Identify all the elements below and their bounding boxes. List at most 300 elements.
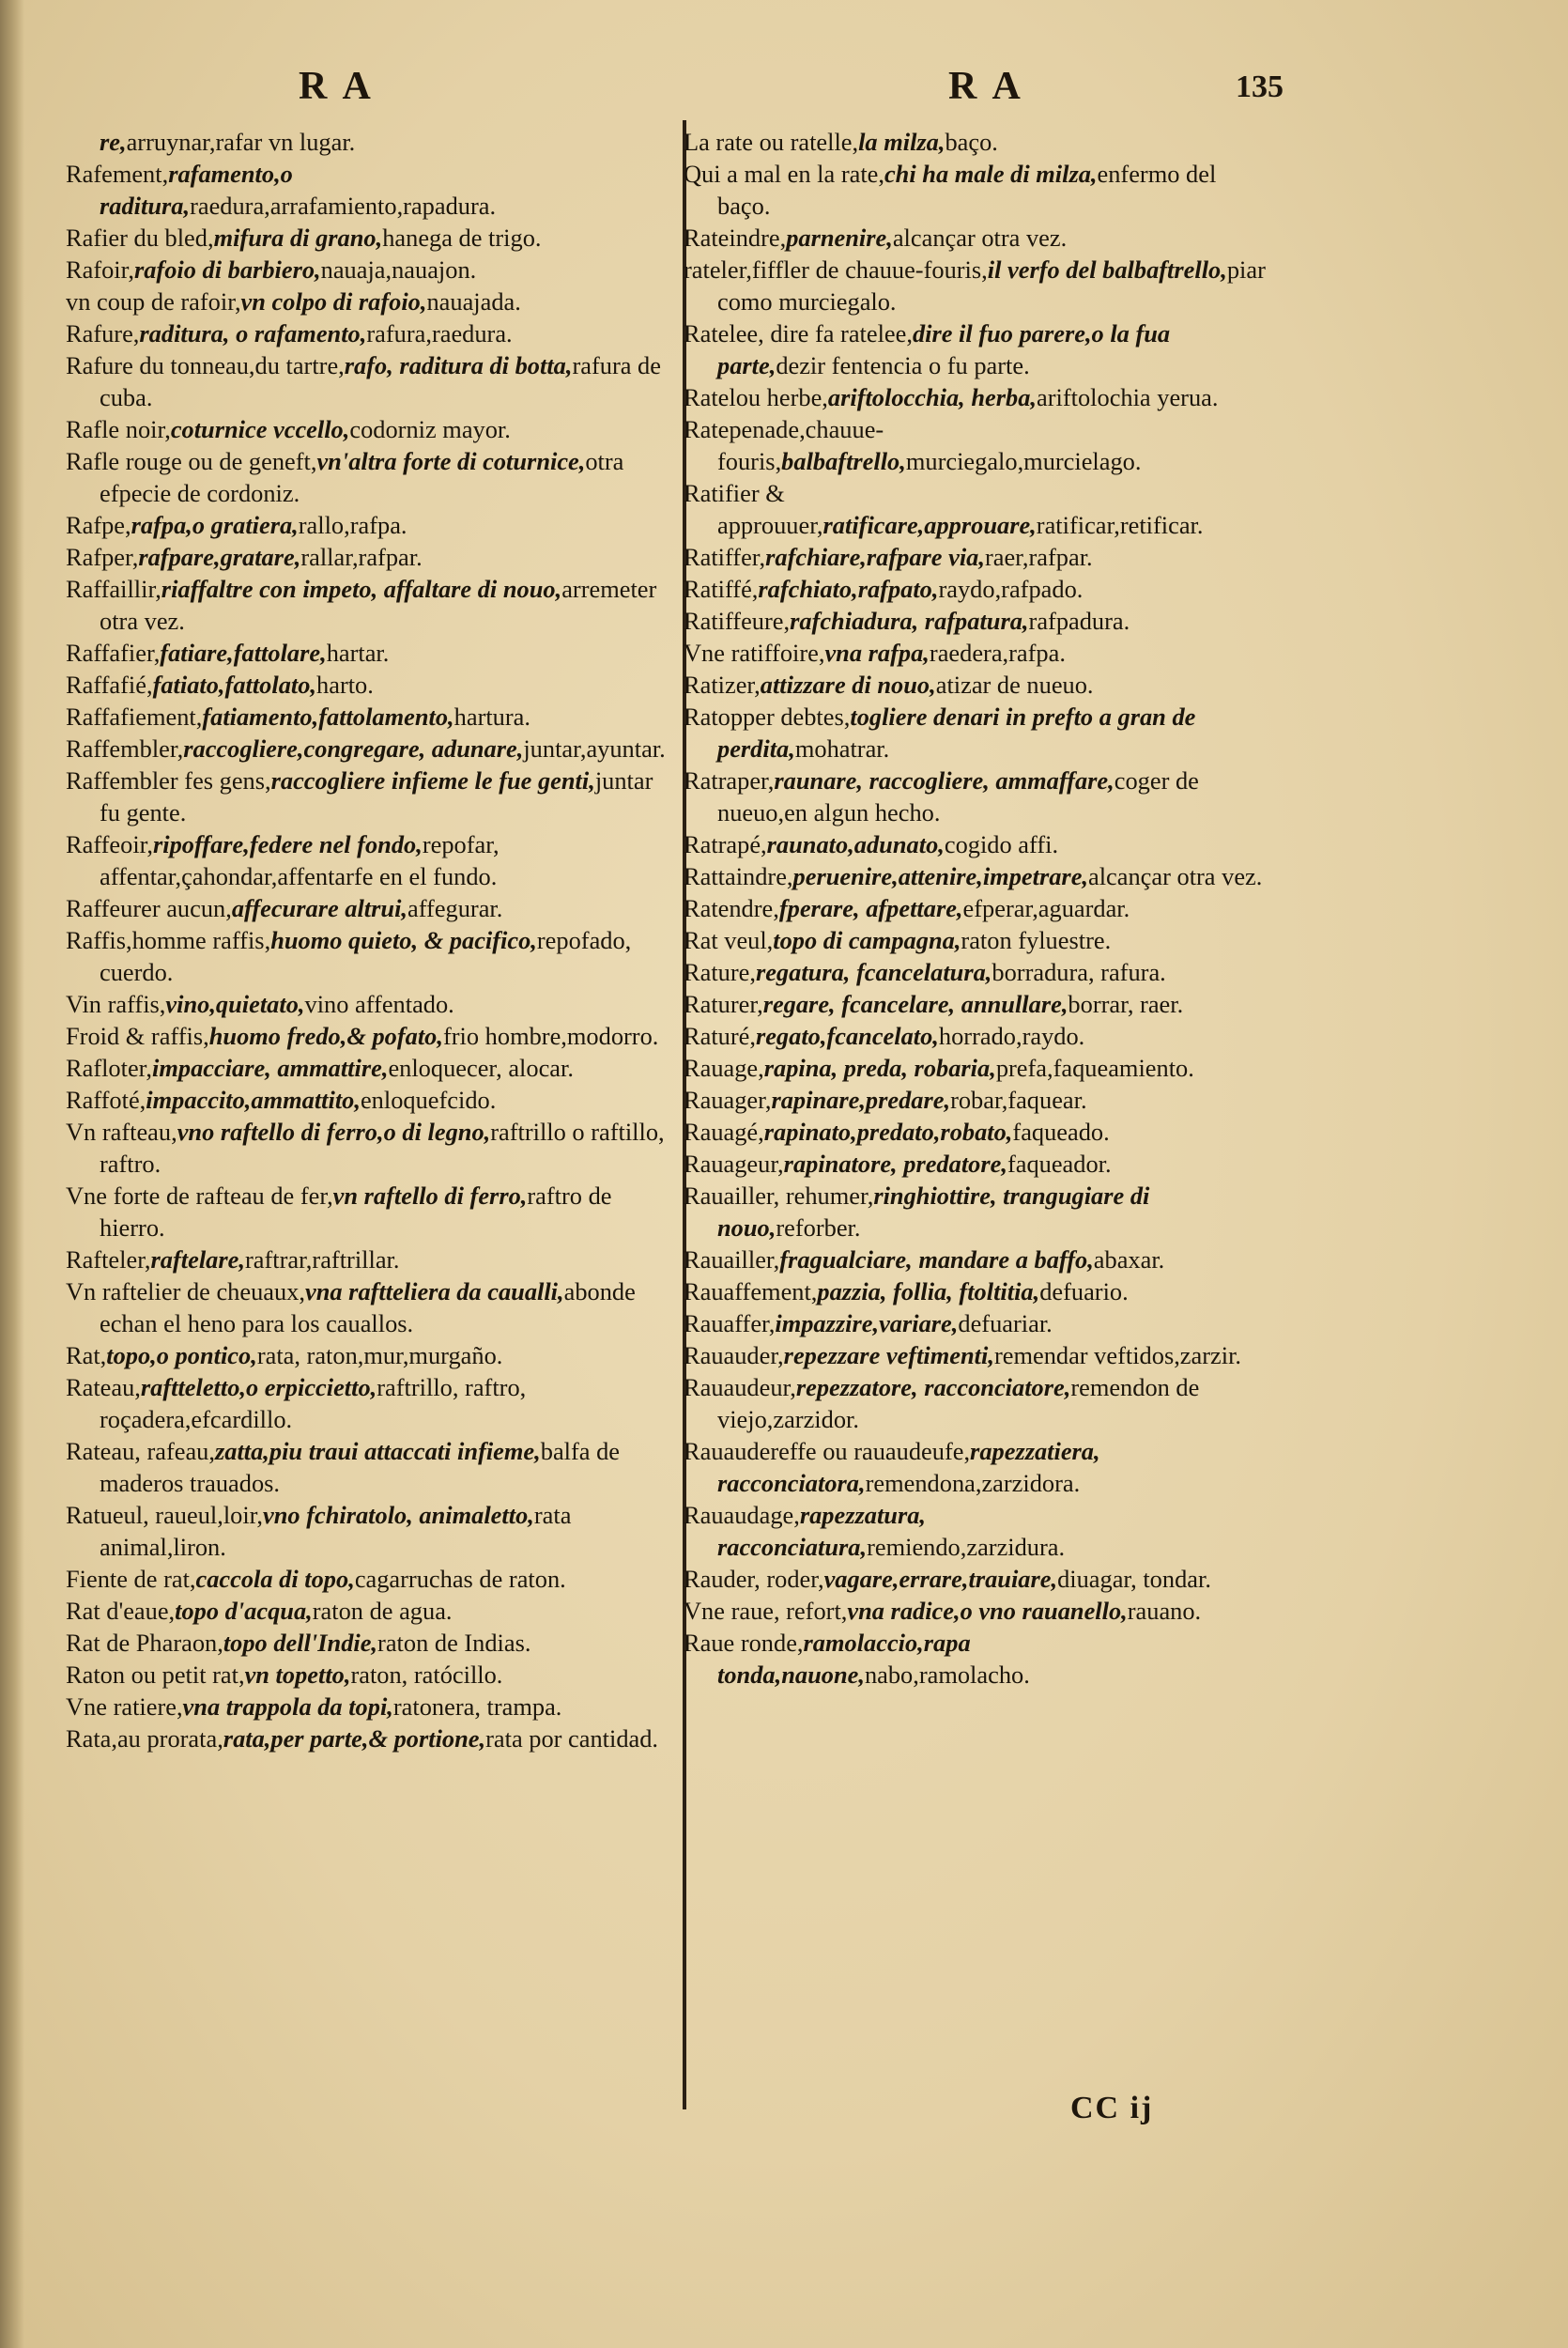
spanish-gloss: enloquecer, alocar. [388,1054,574,1082]
italian-gloss: raccogliere infieme le fue genti, [270,766,595,795]
headword: Ratifier & approuuer, [684,479,823,539]
dictionary-entry [684,573,1275,605]
spanish-gloss: raton, ratócillo. [350,1661,503,1689]
spanish-gloss: dezir fentencia o fu parte. [776,351,1030,379]
headword: Raturer, [684,990,763,1018]
italian-gloss: raunato,adunato, [766,830,945,858]
italian-gloss: vna raftteliera da caualli, [304,1277,564,1305]
dictionary-entry [684,413,1275,477]
spanish-gloss: rafura,raedura. [366,319,513,348]
spanish-gloss: balfa de maderos trauados. [100,1437,620,1497]
italian-gloss: vagare,errare,trauiare, [823,1565,1058,1593]
dictionary-entry [684,637,1275,669]
dictionary-entry [66,1499,674,1563]
spanish-gloss: efperar,aguardar. [962,894,1130,922]
dictionary-entry [66,1339,674,1371]
headword: Raffembler fes gens, [66,766,271,795]
headword: Raue ronde, [684,1629,804,1657]
italian-gloss: vn'altra forte di coturnice, [316,447,586,475]
spanish-gloss: piar como murciegalo. [717,255,1266,316]
headword: Rauager, [684,1086,772,1114]
italian-gloss: huomo fredo,& pofato, [208,1022,443,1050]
italian-gloss: rapinatore, predatore, [783,1150,1007,1178]
dictionary-entry [684,1595,1275,1627]
italian-gloss: regatura, fcancelatura, [755,958,992,986]
spanish-gloss: hartar. [326,639,390,667]
italian-gloss: vno raftello di ferro,o di legno, [177,1118,491,1146]
italian-gloss: raftteletto,o erpiccietto, [140,1373,377,1401]
dictionary-entry [66,1659,674,1691]
italian-gloss: chi ha male di milza, [884,160,1098,188]
dictionary-entry [66,222,674,254]
dictionary-entry [66,1180,674,1244]
headword: Rata,au prorata, [66,1724,223,1753]
dictionary-entry [66,1052,674,1084]
italian-gloss: pazzia, follia, ftoltitia, [817,1277,1040,1305]
headword: Froid & raffis, [66,1022,209,1050]
headword: Ratopper debtes, [684,703,851,731]
spanish-gloss: remiendo,zarzidura. [867,1533,1066,1561]
italian-gloss: rata,per parte,& portione, [223,1724,486,1753]
dictionary-entry [684,477,1275,541]
dictionary-entry [684,701,1275,765]
spanish-gloss: alcançar otra vez. [1088,862,1263,890]
italian-gloss: impacciare, ammattire, [152,1054,389,1082]
italian-gloss: ratificare,approuare, [822,511,1037,539]
spanish-gloss: raton de agua. [312,1597,453,1625]
italian-gloss: regato,fcancelato, [755,1022,939,1050]
headword: Raffafiement, [66,703,203,731]
italian-gloss: topo d'acqua, [175,1597,313,1625]
headword: Raturé, [684,1022,756,1050]
spanish-gloss: codorniz mayor. [349,415,511,443]
italian-gloss: zatta,piu traui attaccati infieme, [214,1437,541,1465]
dictionary-entry [684,828,1275,860]
spanish-gloss: defuario. [1039,1277,1129,1305]
spanish-gloss: raedura,arrafamiento,rapadura. [190,192,497,220]
dictionary-entry [66,126,674,158]
italian-gloss: peruenire,attenire,impetrare, [792,862,1089,890]
dictionary-entry [684,222,1275,254]
headword: Fiente de rat, [66,1565,196,1593]
spanish-gloss: borrar, raer. [1068,990,1184,1018]
spanish-gloss: harto. [316,671,374,699]
running-head-right: R A [948,65,1024,108]
dictionary-entry [66,541,674,573]
spanish-gloss: raton de Indias. [377,1629,531,1657]
headword: Rafier du bled, [66,224,214,252]
dictionary-entry [66,573,674,637]
spanish-gloss: alcançar otra vez. [892,224,1068,252]
italian-gloss: raftelare, [150,1245,245,1274]
spanish-gloss: raedera,rafpa. [929,639,1066,667]
italian-gloss: rapezzatiera, racconciatora, [717,1437,1100,1497]
headword: Raffafier, [66,639,161,667]
spanish-gloss: hartura. [453,703,530,731]
dictionary-entry [66,701,674,733]
italian-gloss: vino,quietato, [165,990,305,1018]
spanish-gloss: enfermo del baço. [717,160,1217,220]
spanish-gloss: raydo,rafpado. [938,575,1084,603]
dictionary-entry [66,286,674,317]
italian-gloss: fatiato,fattolato, [152,671,317,699]
italian-gloss: parnenire, [786,224,893,252]
spanish-gloss: remendar veftidos,zarzir. [993,1341,1241,1369]
spanish-gloss: robar,faquear. [950,1086,1087,1114]
italian-gloss: rafchiare,rafpare via, [765,543,985,571]
italian-gloss: rafchiadura, rafpatura, [790,607,1029,635]
dictionary-entry [684,1563,1275,1595]
italian-gloss: huomo quieto, & pacifico, [270,926,537,954]
headword: Ratepenade,chauue-fouris, [684,415,884,475]
headword: Raffoté, [66,1086,146,1114]
dictionary-entry [66,637,674,669]
spanish-gloss: ratonera, trampa. [392,1692,562,1721]
spanish-gloss: juntar fu gente. [100,766,653,826]
headword: Raffeoir, [66,830,153,858]
dictionary-entry [684,1339,1275,1371]
dictionary-entry [66,733,674,765]
dictionary-entry [66,1563,674,1595]
headword: Ratueul, raueul,loir, [66,1501,264,1529]
italian-gloss: rafo, raditura di botta, [344,351,573,379]
italian-gloss: rapezzatura, racconciatura, [717,1501,927,1561]
headword: Vn rafteau, [66,1118,177,1146]
dictionary-entry [66,765,674,828]
italian-gloss: vna radice,o vno rauanello, [847,1597,1128,1625]
headword: Rafle noir, [66,415,171,443]
spanish-gloss: coger de nueuo,en algun hecho. [717,766,1199,826]
spanish-gloss: raftrar,raftrillar. [244,1245,400,1274]
spanish-gloss: frio hombre,modorro. [442,1022,659,1050]
dictionary-entry [684,1499,1275,1563]
headword: Vne forte de rafteau de fer, [66,1182,333,1210]
spanish-gloss: raton fyluestre. [961,926,1112,954]
spanish-gloss: horrado,raydo. [938,1022,1085,1050]
spanish-gloss: borradura, rafura. [992,958,1166,986]
spanish-gloss: prefa,faqueamiento. [995,1054,1194,1082]
dictionary-entry [684,924,1275,956]
dictionary-entry [66,317,674,349]
dictionary-entry [684,988,1275,1020]
dictionary-entry [684,254,1275,317]
headword: Rateindre, [684,224,787,252]
italian-gloss: ringhiottire, trangugiare di nouo, [717,1182,1150,1242]
spanish-gloss: abonde echan el heno para los cauallos. [100,1277,636,1337]
spanish-gloss: repofar, affentar,çahondar,affentarfe en el fundo. [100,830,500,890]
dictionary-entry [66,254,674,286]
italian-gloss: rafpare,gratare, [138,543,301,571]
headword: Ratraper, [684,766,775,795]
headword: Rat de Pharaon, [66,1629,223,1657]
headword: Rauaudeur, [684,1373,796,1401]
headword: Rafure du tonneau,du tartre, [66,351,345,379]
spanish-gloss: rafpadura. [1028,607,1130,635]
headword: Raffembler, [66,734,184,763]
spanish-gloss: diuagar, tondar. [1057,1565,1211,1593]
dictionary-entry [684,956,1275,988]
dictionary-entry [684,1180,1275,1244]
italian-gloss: fatiamento,fattolamento, [202,703,454,731]
italian-gloss: attizzare di nouo, [760,671,936,699]
dictionary-entry [66,924,674,988]
dictionary-entry [66,669,674,701]
headword: vn coup de rafoir, [66,287,241,316]
spanish-gloss: raftrillo o raftillo, raftro. [100,1118,665,1178]
italian-gloss: vno fchiratolo, animaletto, [263,1501,534,1529]
headword: Rauaudage, [684,1501,800,1529]
spanish-gloss: reforber. [776,1213,861,1242]
italian-gloss: impazzire,variare, [775,1309,959,1337]
headword: Raffeurer aucun, [66,894,232,922]
spanish-gloss: ratificar,retificar. [1036,511,1204,539]
spanish-gloss: hanega de trigo. [382,224,542,252]
italian-gloss: togliere denari in prefto a gran de perdita, [717,703,1196,763]
headword: Rattaindre, [684,862,793,890]
headword: Rauauder, [684,1341,784,1369]
spanish-gloss: enloquefcido. [360,1086,497,1114]
spanish-gloss: baço. [945,128,998,156]
dictionary-entry [684,541,1275,573]
spanish-gloss: cogido affi. [944,830,1059,858]
spanish-gloss: rallar,rafpar. [300,543,423,571]
dictionary-entry [684,1244,1275,1275]
dictionary-entry [66,413,674,445]
dictionary-entry [684,1627,1275,1691]
dictionary-entry [66,1627,674,1659]
headword: La rate ou ratelle, [684,128,859,156]
headword: Raffaillir, [66,575,161,603]
headword: Rat d'eaue, [66,1597,176,1625]
dictionary-entry [684,1116,1275,1148]
headword: rateler,fiffler de chauue-fouris, [684,255,988,284]
headword: Ratelou herbe, [684,383,828,411]
headword: Rauder, roder, [684,1565,824,1593]
italian-gloss: rapina, preda, robaria, [763,1054,996,1082]
headword: Vin raffis, [66,990,166,1018]
spanish-gloss: faqueador. [1007,1150,1112,1178]
dictionary-entry [66,509,674,541]
italian-gloss: re, [100,128,127,156]
dictionary-entry [684,1148,1275,1180]
italian-gloss: vna trappola da topi, [182,1692,393,1721]
spanish-gloss: rata por cantidad. [485,1724,659,1753]
italian-gloss: vn topetto, [244,1661,351,1689]
dictionary-entry [66,1116,674,1180]
dictionary-entry [684,1052,1275,1084]
dictionary-entry [684,1020,1275,1052]
spanish-gloss: ariftolochia yerua. [1037,383,1219,411]
dictionary-entry [684,860,1275,892]
headword: Rauailler, [684,1245,780,1274]
headword: Rafement, [66,160,169,188]
dictionary-entry [684,381,1275,413]
italian-gloss: dire il fuo parere,o la fua parte, [717,319,1171,379]
page-edge [0,0,24,2348]
italian-gloss: topo di campagna, [773,926,961,954]
spanish-gloss: affegurar. [407,894,503,922]
italian-gloss: riaffaltre con impeto, affaltare di nouo, [161,575,562,603]
running-head-left: R A [299,65,375,108]
italian-gloss: rafamento,o raditura, [100,160,293,220]
spanish-gloss: mohatrar. [794,734,890,763]
headword: Rauage, [684,1054,764,1082]
spanish-gloss: faqueado. [1012,1118,1110,1146]
italian-gloss: balbaftrello, [781,447,906,475]
italian-gloss: mifura di grano, [213,224,383,252]
spanish-gloss: rauano. [1127,1597,1202,1625]
spanish-gloss: nauaja,nauajon. [320,255,477,284]
italian-gloss: vn raftello di ferro, [332,1182,528,1210]
headword: Rafure, [66,319,140,348]
italian-gloss: ripoffare,federe nel fondo, [153,830,423,858]
headword: Rafoir, [66,255,134,284]
dictionary-entry [66,1275,674,1339]
italian-gloss: fatiare,fattolare, [160,639,327,667]
italian-gloss: repezzare veftimenti, [783,1341,994,1369]
italian-gloss: topo,o pontico, [106,1341,257,1369]
spanish-gloss: rata animal,liron. [100,1501,572,1561]
dictionary-entry [66,1722,674,1754]
italian-gloss: vna rafpa, [824,639,930,667]
spanish-gloss: rafura de cuba. [100,351,661,411]
italian-gloss: ariftolocchia, herba, [827,383,1038,411]
headword: Rauageur, [684,1150,784,1178]
right-column [684,126,1275,1691]
headword: Rafteler, [66,1245,151,1274]
spanish-gloss: nauajada. [426,287,521,316]
headword: Ratiffer, [684,543,766,571]
headword: Rat veul, [684,926,774,954]
dictionary-entry [684,892,1275,924]
dictionary-entry [66,1435,674,1499]
headword: Rateau, rafeau, [66,1437,215,1465]
spanish-gloss: repofado, cuerdo. [100,926,632,986]
dictionary-entry [66,1371,674,1435]
headword: Vne raue, refort, [684,1597,848,1625]
headword: Raton ou petit rat, [66,1661,245,1689]
spanish-gloss: rata, raton,mur,murgaño. [256,1341,503,1369]
dictionary-entry [684,765,1275,828]
spanish-gloss: cagarruchas de raton. [354,1565,566,1593]
dictionary-entry [66,828,674,892]
italian-gloss: vn colpo di rafoio, [240,287,427,316]
dictionary-entry [66,445,674,509]
headword: Ratizer, [684,671,761,699]
italian-gloss: raunare, raccogliere, ammaffare, [774,766,1115,795]
dictionary-entry [684,1371,1275,1435]
spanish-gloss: nabo,ramolacho. [864,1661,1030,1689]
spanish-gloss: raftro de hierro. [100,1182,612,1242]
spanish-gloss: raftrillo, raftro, roçadera,efcardillo. [100,1373,527,1433]
headword: Rauaffement, [684,1277,818,1305]
italian-gloss: coturnice vccello, [170,415,350,443]
dictionary-entry [66,1595,674,1627]
dictionary-entry [684,317,1275,381]
italian-gloss: rafchiato,rafpato, [758,575,939,603]
spanish-gloss: abaxar. [1093,1245,1165,1274]
italian-gloss: rafpa,o gratiera, [131,511,299,539]
headword: Rauaudereffe ou rauaudeufe, [684,1437,971,1465]
italian-gloss: rapinare,predare, [771,1086,951,1114]
headword: Ratiffé, [684,575,759,603]
spanish-gloss: arremeter otra vez. [100,575,657,635]
dictionary-entry [684,605,1275,637]
italian-gloss: raccogliere,congregare, adunare, [183,734,524,763]
dictionary-entry [66,1020,674,1052]
headword: Ratrapé, [684,830,767,858]
italian-gloss: la milza, [858,128,945,156]
dictionary-entry [66,158,674,222]
headword: Rature, [684,958,756,986]
headword: Rafpe, [66,511,131,539]
headword: Raffis,homme raffis, [66,926,271,954]
spanish-gloss: rallo,rafpa. [298,511,407,539]
spanish-gloss: arruynar,rafar vn lugar. [126,128,356,156]
headword: Vne ratiffoire, [684,639,825,667]
spanish-gloss: juntar,ayuntar. [523,734,666,763]
italian-gloss: fperare, afpettare, [778,894,963,922]
spanish-gloss: vino affentado. [304,990,454,1018]
spanish-gloss: defuariar. [958,1309,1053,1337]
italian-gloss: fragualciare, mandare a baffo, [779,1245,1094,1274]
italian-gloss: ramolaccio,rapa tonda,nauone, [717,1629,971,1689]
spanish-gloss: remendon de viejo,zarzidor. [717,1373,1200,1433]
dictionary-entry [66,349,674,413]
italian-gloss: caccola di topo, [195,1565,355,1593]
dictionary-entry [684,126,1275,158]
italian-gloss: rapinato,predato,robato, [763,1118,1013,1146]
spanish-gloss: murciegalo,murcielago. [905,447,1142,475]
italian-gloss: il verfo del balbaftrello, [987,255,1227,284]
headword: Ratiffeure, [684,607,791,635]
dictionary-entry [684,1275,1275,1307]
dictionary-entry [66,1691,674,1722]
dictionary-entry [684,158,1275,222]
headword: Rafper, [66,543,139,571]
headword: Ratendre, [684,894,779,922]
headword: Rauaffer, [684,1309,776,1337]
headword: Rateau, [66,1373,141,1401]
headword: Rat, [66,1341,107,1369]
page-number: 135 [1236,70,1284,104]
spanish-gloss: remendona,zarzidora. [865,1469,1081,1497]
headword: Rauailler, rehumer, [684,1182,874,1210]
dictionary-entry [684,1084,1275,1116]
headword: Rafloter, [66,1054,153,1082]
dictionary-entry [684,1307,1275,1339]
spanish-gloss: raer,rafpar. [984,543,1093,571]
headword: Vne ratiere, [66,1692,183,1721]
left-column [66,126,674,1754]
headword: Qui a mal en la rate, [684,160,884,188]
dictionary-entry [66,892,674,924]
italian-gloss: affecurare altrui, [231,894,408,922]
dictionary-entry [66,1244,674,1275]
headword: Raffafié, [66,671,153,699]
headword: Ratelee, dire fa ratelee, [684,319,913,348]
headword: Rauagé, [684,1118,764,1146]
dictionary-entry [684,1435,1275,1499]
headword: Rafle rouge ou de geneft, [66,447,317,475]
italian-gloss: topo dell'Indie, [223,1629,378,1657]
signature-mark: CC ij [1070,2091,1154,2125]
italian-gloss: regare, fcancelare, annullare, [762,990,1068,1018]
italian-gloss: repezzatore, racconciatore, [795,1373,1071,1401]
dictionary-entry [684,669,1275,701]
dictionary-entry [66,988,674,1020]
spanish-gloss: otra efpecie de cordoniz. [100,447,624,507]
